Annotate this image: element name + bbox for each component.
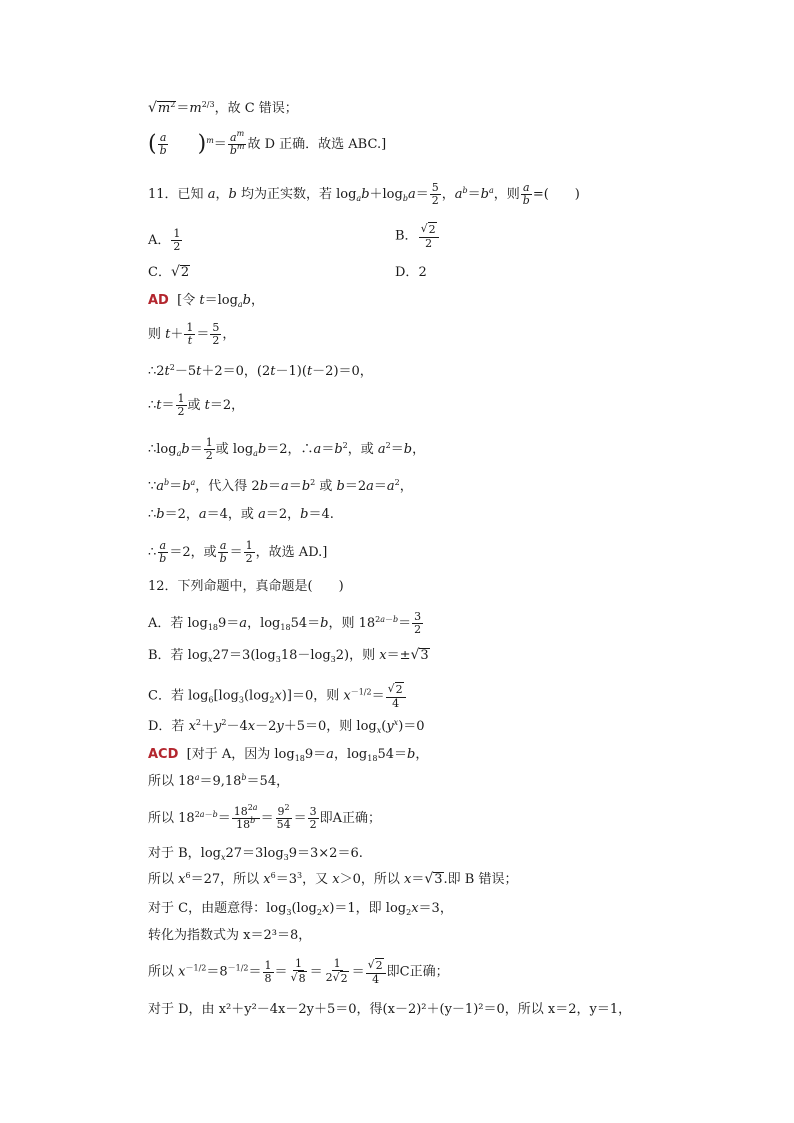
q12-sol-6: 对于 C，由题意得：$\log_3(\log_2x)=1$，即 $\log_2x=3$， xyxy=(148,901,453,917)
q11-option-a: A． $\frac{1}{2}$ xyxy=(148,227,181,253)
q12-sol-9: 对于 D，由 x²＋y²－4x－2y＋5＝0，得(x－2)²＋(y－1)²＝0，所以 x＝2，y＝1， xyxy=(148,1002,632,1017)
q11-answer-line: AD [令 $t=\log_ab$， xyxy=(148,293,265,309)
q12-option-a: A．若 $\log_{18}9=a$，$\log_{18}54=b$，则 $18^{2a-b}=$ $\frac{3}{2}$ xyxy=(148,610,422,636)
q11-sol-8: ∴ $\frac{a}{b}$ ＝2，或 $\frac{a}{b}$ ＝ $\frac{1}{2}$ ，故选 AD.] xyxy=(148,539,328,565)
q12-sol-5: 所以 $x^6=27$，所以 $x^6=3^3$，又 x＞0，所以 x＝ √ 3 .即 B 错误； xyxy=(148,871,518,887)
q12-sol-4: 对于 B，$\log_x27=3\log_39=3\times 2=6$. xyxy=(148,846,363,862)
q11-sol-5: $\therefore\log_ab=$ $\frac{1}{2}$ 或 $\log_ab=2$，$\therefore a=b^2$，或 $a^2=b$， xyxy=(148,436,426,462)
q12-option-c: C．若 $\log_6[\log_3(\log_2x)]=0$，则 $x^{-1/2}=$ √ 2 4 xyxy=(148,682,407,710)
q12-option-d: D．若 $x^2+y^2-4x-2y+5=0$，则 $\log_x(y^x)=0$ xyxy=(148,718,425,735)
q11-sol-7: ∴b＝2，a＝4，或 a＝2，b＝4. xyxy=(148,507,334,522)
q12-option-b: B．若 $\log_x27=3(\log_318-\log_32)$，则 x＝± √ 3 xyxy=(148,647,429,664)
question-11-stem: 11．已知 a，b 均为正实数，若 $\log_ab+\log_ba=$ $\frac{5}{2}$ ，$a^b=b^a$，则 $\frac{a}{b}$ =( ) xyxy=(148,181,580,207)
q11-sol-2: 则 t＋ $\frac{1}{t}$ ＝ $\frac{5}{2}$ ， xyxy=(148,321,236,347)
q12-sol-7: 转化为指数式为 x＝2³＝8， xyxy=(148,928,312,943)
q11-option-c: C． √ 2 xyxy=(148,264,190,280)
text-line-2: ( $\frac{a}{b}$ )$^m$＝ $\frac{a^m}{b^m}$ 故 D 正确．故选 ABC.] xyxy=(148,129,387,157)
q12-sol-3: 所以 $18^{2a-b}=$ $\frac{18^{2a}}{18^b}$ ＝ $\frac{9^2}{54}$ ＝ $\frac{3}{2}$ 即A正确； xyxy=(148,803,381,831)
q11-sol-4: ∴t＝ $\frac{1}{2}$ 或 t＝2， xyxy=(148,392,245,418)
q11-option-d: D．2 xyxy=(395,265,427,280)
q11-sol-6: $\because a^b=b^a$，代入得 $2b=a=b^2$ 或 $b=2a=a^2$， xyxy=(148,478,413,494)
q11-sol-3: $\therefore 2t^2-5t+2=0$，(2t－1)(t－2)＝0， xyxy=(148,363,373,379)
q12-answer: ACD xyxy=(148,747,179,762)
q11-answer: AD xyxy=(148,293,169,308)
q12-answer-line: ACD [对于 A，因为 $\log_{18}9=a$，$\log_{18}54=b$， xyxy=(148,747,429,763)
q11-option-b: B． √ 2 2 xyxy=(395,222,440,250)
question-12-stem: 12．下列命题中，真命题是( ) xyxy=(148,579,344,594)
q12-sol-8: 所以 $x^{-1/2}=8^{-1/2}=$ $\frac{1}{8}$ ＝ 1 √ 8 ＝ 1 2 √ 2 ＝ √ 2 4 即C正确； xyxy=(148,957,449,986)
text-line-1: √ $m^2$ $=m^{2/3}$，故 C 错误； xyxy=(148,100,298,116)
q12-sol-2: 所以 $18^a=9,18^b=54$， xyxy=(148,773,290,789)
